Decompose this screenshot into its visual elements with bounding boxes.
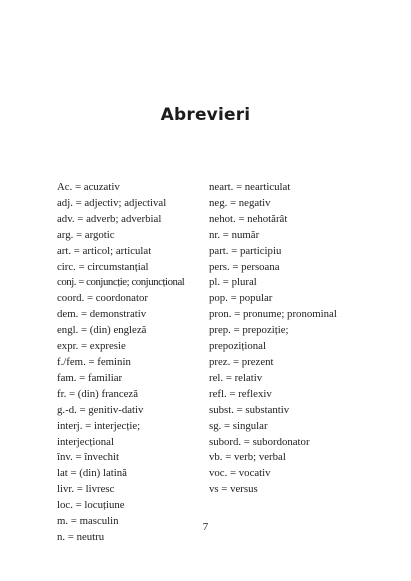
list-item: neg. = negativ [209,196,271,209]
list-item: nehot. = nehotărât [209,212,288,225]
list-item: art. = articol; articulat [57,244,152,257]
abbreviation-list-left [57,180,202,546]
list-item: n. = neutru [57,530,105,543]
list-item: interjecțional [57,435,114,448]
abbreviation-list-right [209,180,369,498]
list-item: engl. = (din) engleză [57,324,147,337]
list-item: coord. = coordonator [57,292,148,305]
list-item: pron. = pronume; pronominal [209,308,337,321]
list-item: g.-d. = genitiv-dativ [57,403,144,416]
list-item: expr. = expresie [57,340,126,353]
list-item: pl. = plural [209,276,257,289]
list-item: arg. = argotic [57,228,115,241]
list-item: adv. = adverb; adverbial [57,212,162,225]
list-item: vs = versus [209,483,258,496]
list-item: dem. = demonstrativ [57,308,147,321]
list-item: pop. = popular [209,292,273,305]
list-item: fr. = (din) franceză [57,387,139,400]
list-item: livr. = livresc [57,483,115,496]
list-item: pers. = persoana [209,260,280,273]
list-item: adj. = adjectiv; adjectival [57,196,167,209]
list-item: f./fem. = feminin [57,355,131,368]
list-item: înv. = învechit [57,451,120,464]
list-item: voc. = vocativ [209,467,271,480]
list-item: sg. = singular [209,419,268,432]
list-item: conj. = conjuncție; conjuncțional [57,276,185,289]
page-number: 7 [202,521,209,533]
list-item: interj. = interjecție; [57,419,141,432]
list-item: vb. = verb; verbal [209,451,286,464]
list-item: prep. = prepoziție; [209,324,289,337]
list-item: m. = masculin [57,515,119,528]
list-item: refl. = reflexiv [209,387,272,400]
list-item: subord. = subordonator [209,435,310,448]
list-item: rel. = relativ [209,371,263,384]
list-item: subst. = substantiv [209,403,290,416]
list-item: circ. = circumstanțial [57,260,149,273]
list-item: fam. = familiar [57,371,123,384]
list-item: lat = (din) latină [57,467,127,480]
page-title: Abrevieri [160,105,251,126]
list-item: neart. = nearticulat [209,181,291,193]
list-item: prepozițional [209,340,266,353]
list-item: part. = participiu [209,244,282,257]
list-item: Ac. = acuzativ [57,181,120,193]
list-item: loc. = locuțiune [57,499,125,512]
list-item: nr. = număr [209,228,260,241]
list-item: prez. = prezent [209,355,274,368]
